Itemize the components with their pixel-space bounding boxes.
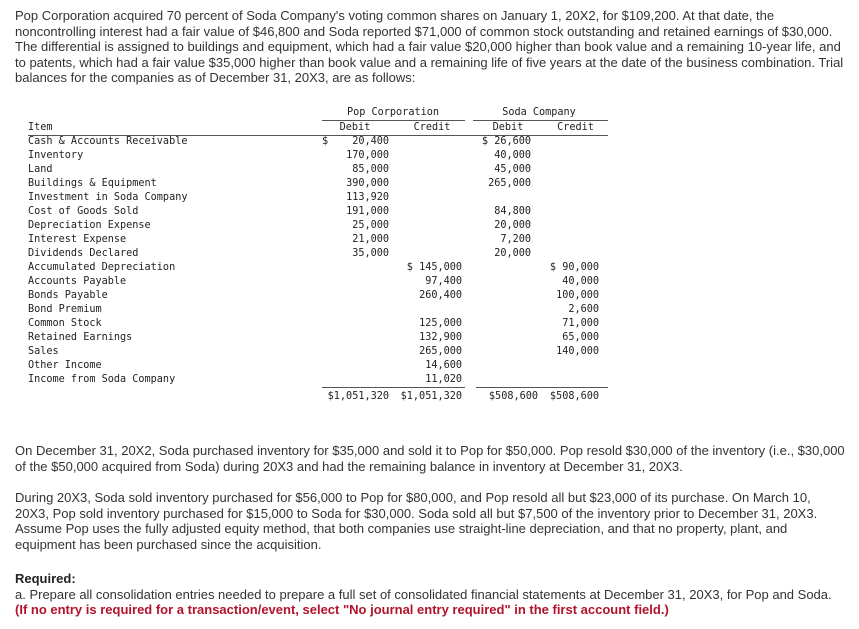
row-pop-credit-cell: 265,000 xyxy=(419,346,462,357)
row-soda-credit-cell: 71,000 xyxy=(562,318,599,329)
row-pop-debit-cell: 390,000 xyxy=(346,178,389,189)
row-soda-debit-cell: 265,000 xyxy=(488,178,531,189)
row-pop-credit-cell xyxy=(391,135,462,149)
row-soda-credit-cell: 65,000 xyxy=(562,332,599,343)
column-header-item: Item xyxy=(28,122,53,133)
row-item-label: Accounts Payable xyxy=(28,276,127,287)
row-soda-debit-cell xyxy=(470,317,531,331)
row-pop-credit-cell xyxy=(391,205,462,219)
problem-paragraph-3: During 20X3, Soda sold inventory purchased for $56,000 to Pop for $80,000, and Pop resold all but $23,000 of its purchase. On March 10, 20X3, Pop sold inventory purchased for $15,000 to Soda for $30,000. Soda sold all but $7,500 of the inventory prior to December 31, 20X3. Assume Pop uses the fully adjusted equity method, that both companies use straight-line depreciation, and that no property, plant, and equipment has been purchased since the acquisition. xyxy=(15,490,818,552)
row-pop-debit-cell: 25,000 xyxy=(352,220,389,231)
row-pop-credit-cell: $ 145,000 xyxy=(406,262,462,273)
required-label: Required: xyxy=(15,571,76,586)
row-pop-credit-cell xyxy=(391,177,462,191)
row-soda-credit-cell xyxy=(537,163,599,177)
total-pop-credit: $1,051,320 xyxy=(400,391,462,402)
row-pop-debit-cell xyxy=(315,261,389,275)
row-soda-debit-cell: 7,200 xyxy=(500,234,531,245)
row-item-label: Inventory xyxy=(28,150,84,161)
totals-overline-soda xyxy=(476,387,608,388)
column-header-soda-credit: Credit xyxy=(557,122,594,133)
total-pop-debit: $1,051,320 xyxy=(327,391,389,402)
row-item-label: Sales xyxy=(28,346,59,357)
row-soda-credit-cell xyxy=(537,191,599,205)
total-soda-credit: $508,600 xyxy=(549,391,599,402)
row-pop-credit-cell: 125,000 xyxy=(419,318,462,329)
row-item-label: Bonds Payable xyxy=(28,290,108,301)
row-pop-credit-cell: 11,020 xyxy=(425,374,462,385)
column-header-pop-credit: Credit xyxy=(413,122,451,133)
row-soda-credit-cell: $ 90,000 xyxy=(549,262,599,273)
row-item-label: Accumulated Depreciation xyxy=(28,262,176,273)
row-pop-debit-cell xyxy=(315,303,389,317)
required-note: (If no entry is required for a transaction/event, select "No journal entry required" in the first account field.) xyxy=(15,602,669,618)
row-soda-debit-cell xyxy=(470,191,531,205)
row-pop-credit-cell: 260,400 xyxy=(419,290,462,301)
required-section xyxy=(15,571,845,618)
row-item-label: Dividends Declared xyxy=(28,248,139,259)
row-pop-debit-cell: 21,000 xyxy=(352,234,389,245)
row-item-label: Depreciation Expense xyxy=(28,220,151,231)
row-pop-debit-cell: 20,400 xyxy=(352,136,389,147)
row-pop-debit-cell xyxy=(315,317,389,331)
row-soda-credit-cell xyxy=(537,219,599,233)
row-soda-debit-cell xyxy=(470,303,531,317)
row-pop-credit-cell: 14,600 xyxy=(425,360,462,371)
row-pop-credit-cell xyxy=(391,219,462,233)
row-soda-debit-cell: $ 26,600 xyxy=(481,136,531,147)
row-soda-credit-cell: 140,000 xyxy=(556,346,599,357)
row-soda-credit-cell: 40,000 xyxy=(562,276,599,287)
row-pop-credit-cell xyxy=(391,191,462,205)
row-item-label: Cost of Goods Sold xyxy=(28,206,139,217)
row-item-label: Interest Expense xyxy=(28,234,127,245)
row-item-label: Common Stock xyxy=(28,318,102,329)
row-item-label: Bond Premium xyxy=(28,304,102,315)
row-pop-debit-cell xyxy=(315,331,389,345)
row-soda-credit-cell xyxy=(537,359,599,373)
row-soda-credit-cell xyxy=(537,177,599,191)
row-soda-debit-cell: 84,800 xyxy=(494,206,531,217)
row-item-label: Other Income xyxy=(28,360,102,371)
row-soda-debit-cell: 45,000 xyxy=(494,164,531,175)
required-text: a. Prepare all consolidation entries needed to prepare a full set of consolidated financial statements at December 31, 20X3, for Pop and Soda. xyxy=(15,586,832,602)
row-pop-credit-cell: 132,900 xyxy=(419,332,462,343)
row-item-label: Land xyxy=(28,164,53,175)
row-soda-credit-cell xyxy=(537,205,599,219)
column-header-pop-debit: Debit xyxy=(339,122,371,133)
row-item-label: Buildings & Equipment xyxy=(28,178,157,189)
row-pop-debit-cell: 170,000 xyxy=(346,150,389,161)
row-pop-credit-cell xyxy=(391,163,462,177)
row-pop-credit-cell: 97,400 xyxy=(425,276,462,287)
row-item-label: Income from Soda Company xyxy=(28,374,176,385)
row-soda-credit-cell xyxy=(537,135,599,149)
row-soda-credit-cell: 100,000 xyxy=(556,290,599,301)
row-item-label: Retained Earnings xyxy=(28,332,133,343)
row-pop-credit-cell xyxy=(391,303,462,317)
company-header-soda: Soda Company xyxy=(502,107,576,118)
row-soda-debit-cell xyxy=(470,345,531,359)
row-soda-debit-cell: 20,000 xyxy=(494,220,531,231)
row-item-label: Cash & Accounts Receivable xyxy=(28,136,188,147)
row-pop-debit-cell xyxy=(315,289,389,303)
row-soda-credit-cell xyxy=(537,149,599,163)
problem-paragraph-2: On December 31, 20X2, Soda purchased inventory for $35,000 and sold it to Pop for $50,000. Pop resold $30,000 of the inventory (i.e., $30,000 of the $50,000 acquired from Soda) during 20X3 and had the remaining balance in inventory at December 31, 20X3. xyxy=(15,443,845,474)
row-soda-debit-cell: 20,000 xyxy=(494,248,531,259)
total-soda-debit: $508,600 xyxy=(488,391,538,402)
row-pop-credit-cell xyxy=(391,247,462,261)
row-pop-credit-cell xyxy=(391,233,462,247)
row-soda-credit-cell xyxy=(537,247,599,261)
row-soda-debit-cell xyxy=(470,289,531,303)
row-soda-debit-cell xyxy=(470,275,531,289)
totals-overline-pop xyxy=(322,387,465,388)
row-pop-debit-cell xyxy=(315,373,389,387)
row-pop-credit-cell xyxy=(391,149,462,163)
column-header-soda-debit: Debit xyxy=(492,122,524,133)
row-pop-debit-cell: 85,000 xyxy=(352,164,389,175)
row-pop-debit-cell: 113,920 xyxy=(346,192,389,203)
row-soda-credit-cell: 2,600 xyxy=(568,304,599,315)
pop-first-dollar-sign: $ xyxy=(322,136,329,147)
row-pop-debit-cell: 191,000 xyxy=(346,206,389,217)
row-soda-debit-cell xyxy=(470,261,531,275)
row-item-label: Investment in Soda Company xyxy=(28,192,188,203)
row-pop-debit-cell: 35,000 xyxy=(352,248,389,259)
row-pop-debit-cell xyxy=(315,359,389,373)
row-soda-credit-cell xyxy=(537,233,599,247)
row-soda-debit-cell: 40,000 xyxy=(494,150,531,161)
row-soda-debit-cell xyxy=(470,359,531,373)
row-pop-debit-cell xyxy=(315,345,389,359)
row-pop-debit-cell xyxy=(315,275,389,289)
row-soda-debit-cell xyxy=(470,373,531,387)
row-soda-credit-cell xyxy=(537,373,599,387)
problem-intro: Pop Corporation acquired 70 percent of Soda Company's voting common shares on January 1, 20X2, for $109,200. At that date, the noncontrolling interest had a fair value of $46,800 and Soda reported $71,000 of common stock outstanding and retained earnings of $30,000. The differential is assigned to buildings and equipment, which had a fair value $20,000 higher than book value and a remaining 10-year life, and to patents, which had a fair value $35,000 higher than book value and a remaining life of five years at the date of the business combination. Trial balances for the companies as of December 31, 20X3, are as follows: xyxy=(15,8,844,86)
trial-balance-table xyxy=(15,106,613,411)
row-soda-debit-cell xyxy=(470,331,531,345)
company-header-pop: Pop Corporation xyxy=(346,107,439,118)
